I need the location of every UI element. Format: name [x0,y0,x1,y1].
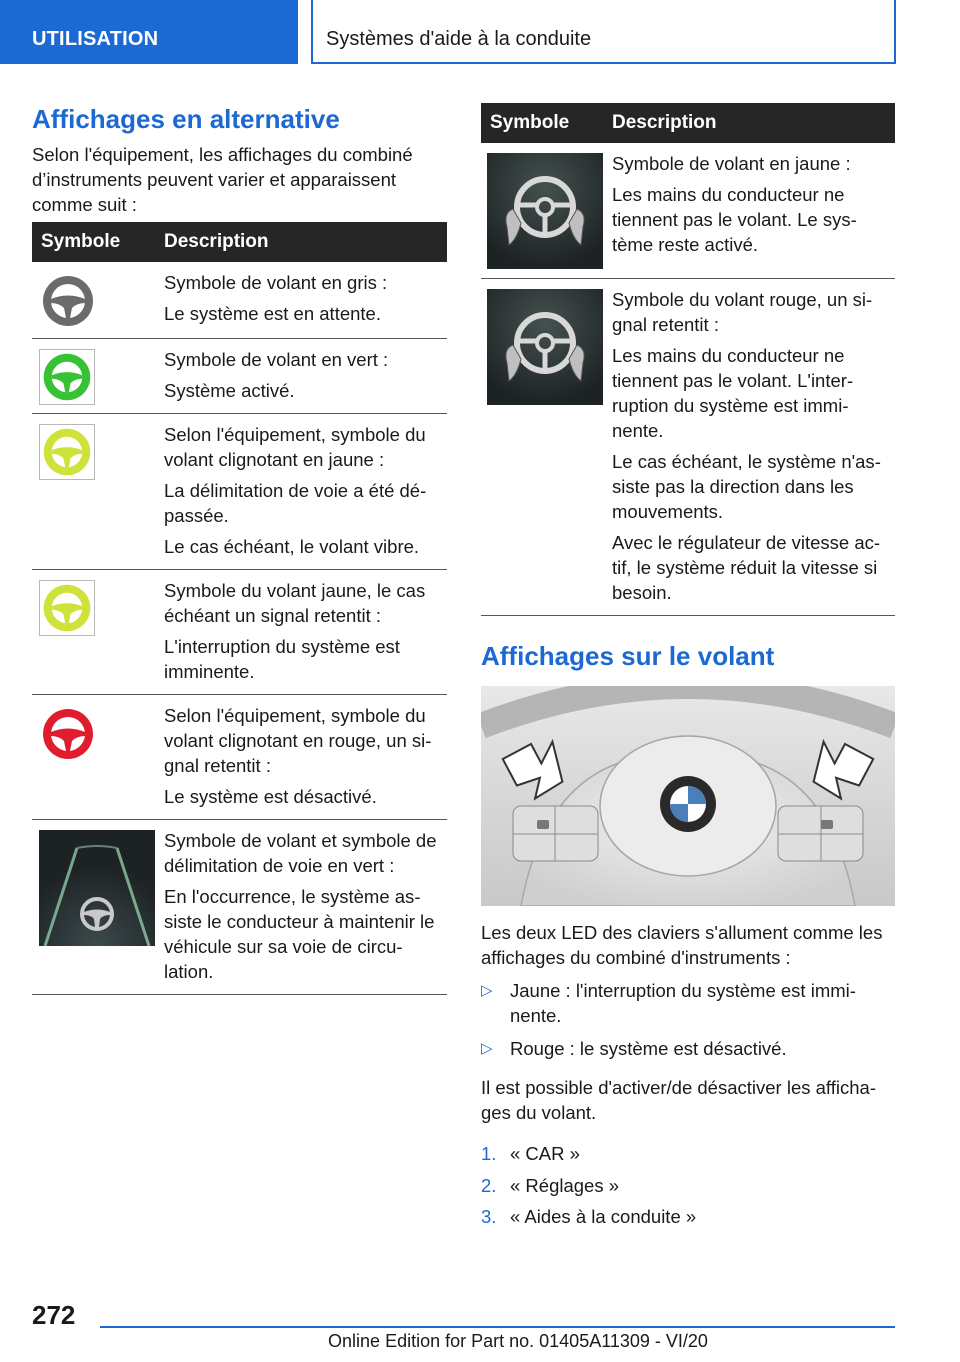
description-line: Le cas échéant, le système n'assiste pas la direction dans les mouvements. [612,450,881,522]
table-row [32,338,447,413]
footer-edition-text: Online Edition for Part no. 01405A11309 - VI/20 [328,1331,708,1351]
led-color-list [481,978,895,1069]
description-line: Le système est désactivé. [164,785,377,807]
led-description-paragraph: Les deux LED des claviers s'allument comme les affichages du combiné d'instruments : [481,922,883,968]
header-section-tab [0,0,298,64]
triangle-bullet-icon: ▷ [481,982,493,999]
description-line: Symbole du volant jaune, le cas échéant un signal retentit : [164,579,426,626]
step-number: 2. [481,1174,497,1196]
step-text: « CAR » [510,1143,580,1164]
header-section-label: UTILISATION [32,28,159,50]
description-line: Symbole de volant en gris : [164,272,388,293]
list-item [481,1173,895,1205]
header-chapter-label: Systèmes d'aide à la conduite [326,28,592,50]
steering-wheel-grey-icon [39,272,97,330]
column-header-symbol: Symbole [481,103,603,143]
step-text: « Aides à la conduite » [510,1206,697,1227]
description-line: Le cas échéant, le volant vibre. [164,535,420,557]
footer-divider [100,1326,895,1328]
symbol-table-right [481,103,895,616]
hands-off-steering-wheel-red-icon [487,289,603,405]
description-line: Selon l'équipement, symbole du volant clignotant en rouge, un signal retentit : [164,704,432,776]
description-line: Symbole de volant et symbole de délimitation de voie en vert : [164,829,437,876]
lane-and-steering-wheel-icon [39,830,155,946]
steering-wheel-red-icon [39,705,97,763]
steering-wheel-photo [481,686,895,906]
description-line: En l'occurrence, le système assiste le conducteur à maintenir le véhicule sur sa voie de circulation. [164,885,435,982]
table-row [32,413,447,569]
description-line: L'interruption du système est imminente. [164,635,400,682]
table-row [481,143,895,278]
table-row [32,262,447,338]
steering-wheel-yellow-icon [41,426,93,478]
column-header-description: Description [155,222,447,262]
table-row [481,278,895,615]
description-line: Les mains du conducteur ne tiennent pas le volant. L'interruption du système est imminente. [612,344,854,441]
hands-off-steering-wheel-yellow-icon [487,153,603,269]
settings-steps-list [481,1141,895,1236]
steering-wheel-yellow-icon [41,582,93,634]
column-header-description: Description [603,103,895,143]
description-line: Selon l'équipement, symbole du volant clignotant en jaune : [164,423,426,470]
section-heading-steering-wheel-displays: Affichages sur le volant [481,641,775,671]
list-item: ▷ Rouge : le système est désactivé. [481,1038,787,1059]
list-item [481,1204,895,1236]
list-item: ▷ Jaune : l'interruption du système est imminente. [481,980,856,1026]
table-row [32,569,447,694]
symbol-table-left [32,222,447,995]
description-line: Avec le régulateur de vitesse actif, le système réduit la vitesse si besoin. [612,531,881,603]
header-chapter-tab [311,0,896,64]
steering-wheel-green-icon [41,351,93,403]
table-row [32,694,447,819]
description-line: Symbole du volant rouge, un signal retentit : [612,288,873,335]
toggle-info-paragraph: Il est possible d'activer/de désactiver les affichages du volant. [481,1077,876,1123]
page-number: 272 [32,1300,76,1330]
list-item [481,1141,895,1173]
column-header-symbol: Symbole [32,222,155,262]
section-heading-alternative-displays: Affichages en alternative [32,104,340,134]
table-row [32,819,447,994]
step-number: 1. [481,1143,497,1164]
description-line: Les mains du conducteur ne tiennent pas le volant. Le système reste activé. [612,184,857,255]
description-line: Le système est en attente. [164,303,381,324]
description-line: La délimitation de voie a été dépassée. [164,479,427,526]
description-line: Symbole de volant en jaune : [612,153,851,174]
step-text: « Réglages » [510,1174,620,1196]
description-line: Symbole de volant en vert : [164,348,389,370]
description-line: Système activé. [164,379,295,401]
triangle-bullet-icon: ▷ [481,1040,493,1057]
step-number: 3. [481,1206,497,1227]
intro-paragraph: Selon l'équipement, les affichages du combiné d’instruments peuvent varier et apparaissent comme suit : [32,144,413,215]
